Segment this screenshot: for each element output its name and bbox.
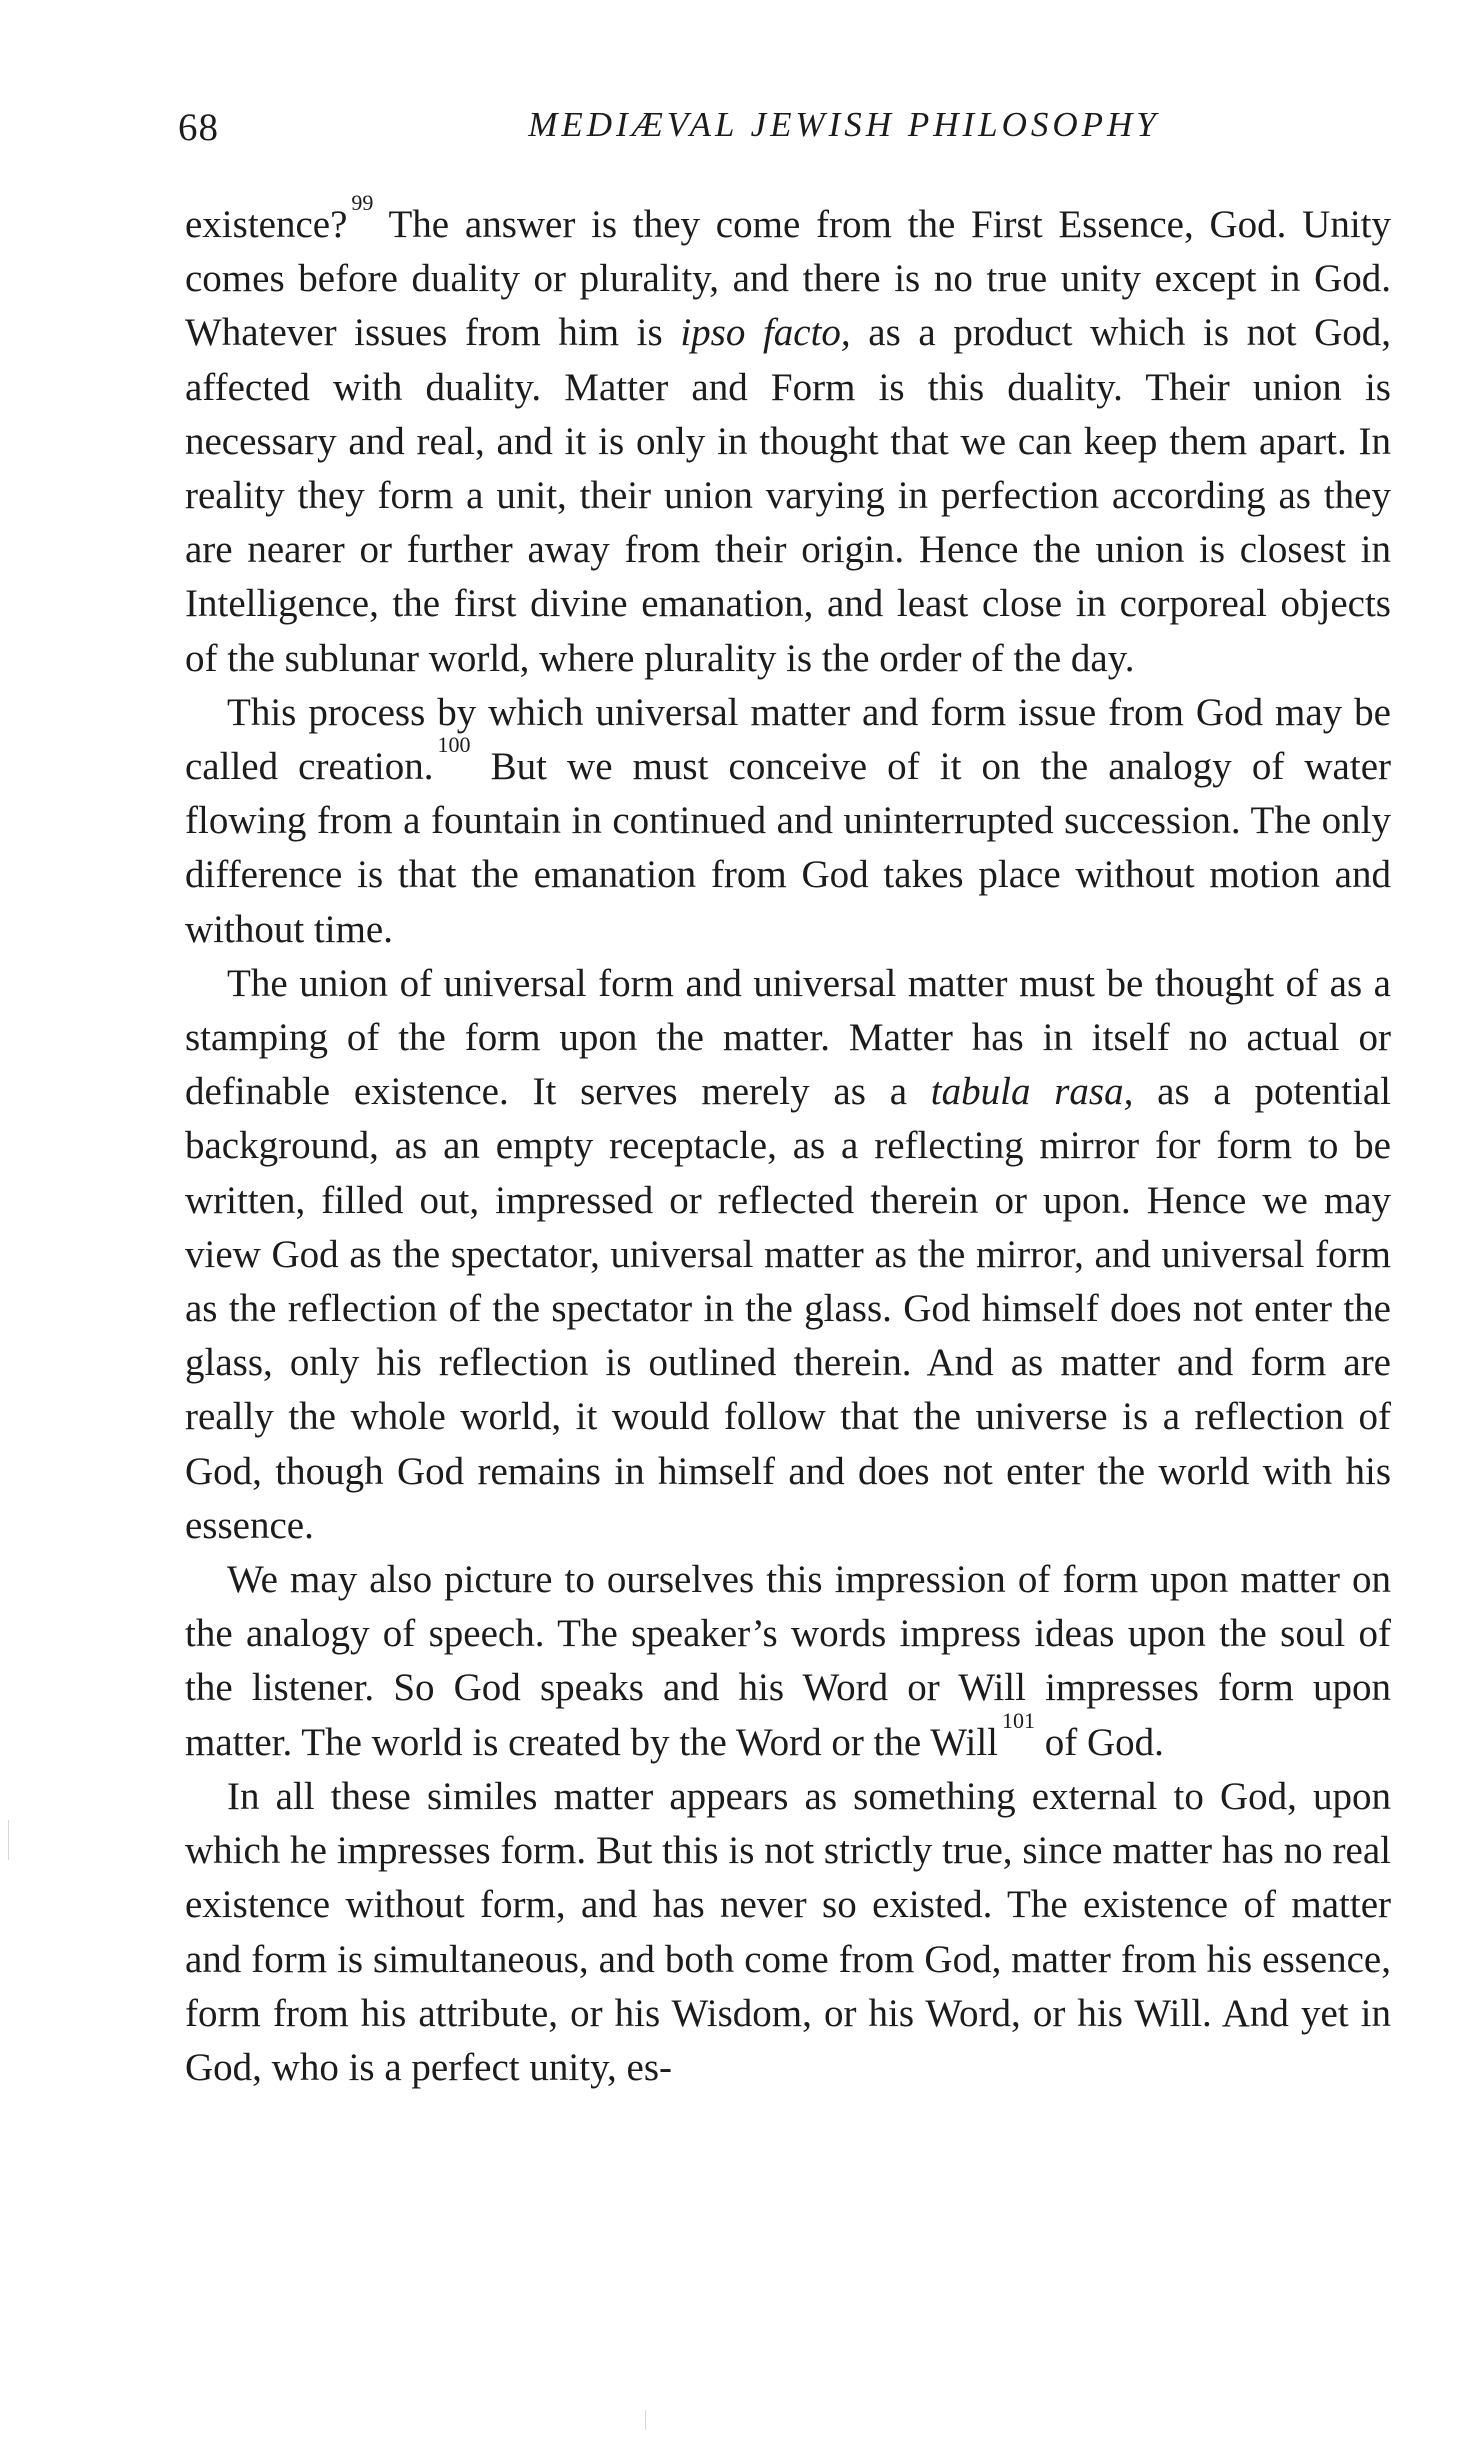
paragraph-4-text-b: of God. xyxy=(1035,1720,1164,1764)
paragraph-3-text-a: The union of universal form and universal matter must be thought of as a stamping of the form upon the matter. Matter has in itself no actual or definable existence. It serves merely as a xyxy=(185,961,1391,1114)
paragraph-1-italic-ipso-facto: ipso facto, xyxy=(680,311,851,355)
scan-edge-mark-bottom xyxy=(645,2410,646,2430)
paragraph-5-text-a: In all these similes matter appears as something external to God, upon which he impresses form. But this is not strictly true, since matter has no real existence without form, and has never so existed. The existence of matter and form is simultaneous, and both come from God, matter from his essence, form from his attribute, or his Wisdom, or his Word, or his Will. And yet in God, who is a perfect unity, es- xyxy=(185,1774,1391,2089)
paragraph-4 xyxy=(185,1553,1391,1770)
page-number: 68 xyxy=(178,106,219,149)
scan-edge-mark-left xyxy=(8,1820,9,1860)
paragraph-2-text-b: But we must conceive of it on the analogy of water flowing from a fountain in continued and uninterrupted succession. The only difference is that the emanation from God takes place without motion and without time. xyxy=(185,745,1391,951)
paragraph-2-text-a: This process by which universal matter and form issue from God may be called creation. xyxy=(185,690,1391,789)
body-text xyxy=(185,190,1391,2095)
page-header xyxy=(178,105,1390,165)
paragraph-3-text-b: as a potential background, as an empty receptacle, as a reflecting mirror for form to be written, filled out, impressed or reflected therein or upon. Hence we may view God as the spectator, universal matter as the mirror, and universal form as the reflection of the spectator in the glass. God himself does not enter the glass, only his reflection is outlined therein. And as matter and form are really the whole world, it would follow that the universe is a reflection of God, though God remains in himself and does not enter the world with his essence. xyxy=(185,1070,1391,1547)
footnote-ref-101: 101 xyxy=(1002,1707,1036,1733)
paragraph-5 xyxy=(185,1770,1391,2095)
paragraph-1-text-c: as a product which is not God, affected with duality. Matter and Form is this duality. Their union is necessary and real, and it is only in thought that we can keep them apart. In reality they form a unit, their union varying in perfection according as they are nearer or further away from their origin. Hence the union is closest in Intelligence, the first divine emanation, and least close in corporeal objects of the sublunar world, where plurality is the order of the day. xyxy=(185,311,1391,680)
running-head: MEDIÆVAL JEWISH PHILOSOPHY xyxy=(528,105,1160,144)
paragraph-2 xyxy=(185,686,1391,957)
paragraph-1-text-b: The answer is they come from the First Essence, God. Unity comes before duality or plurality, and there is no true unity except in God. Whatever issues from him is xyxy=(185,203,1391,355)
paragraph-1-text-a: existence? xyxy=(185,203,348,246)
paragraph-3-italic-tabula-rasa: tabula rasa, xyxy=(930,1070,1134,1114)
paragraph-3 xyxy=(185,957,1391,1553)
footnote-ref-99: 99 xyxy=(351,190,374,215)
footnote-ref-100: 100 xyxy=(437,732,471,758)
paragraph-4-text-a: We may also picture to ourselves this impression of form upon matter on the analogy of speech. The speaker’s words impress ideas upon the soul of the listener. So God speaks and his Word or Will impresses form upon matter. The world is created by the Word or the Will xyxy=(185,1558,1391,1764)
paragraph-1 xyxy=(185,190,1391,686)
